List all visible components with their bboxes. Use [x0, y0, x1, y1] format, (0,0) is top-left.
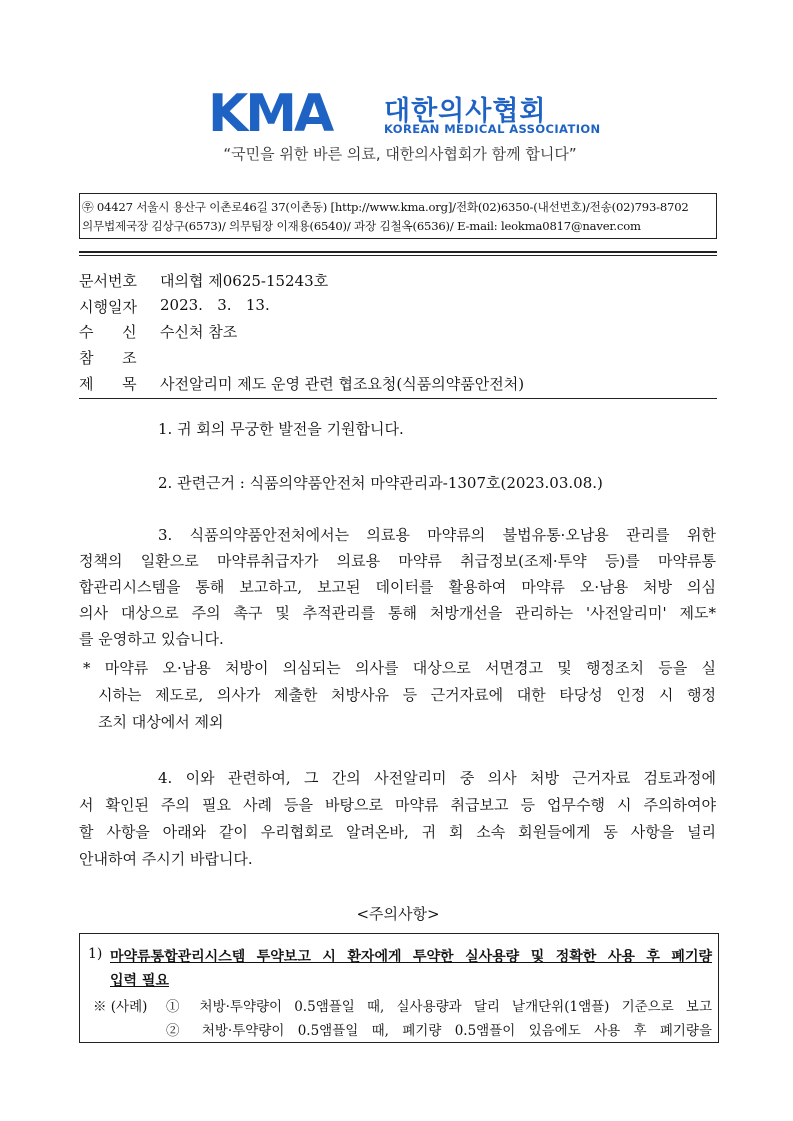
divider-header-end: [79, 398, 717, 399]
paragraph-4-line: 서 확인된 주의 필요 사례 등을 바탕으로 마약류 취급보고 등 업무수행 시 주의하여야: [79, 796, 716, 814]
paragraph-3-line: 3. 식품의약품안전처에서는 의료용 마약류의 불법유통·오남용 관리를 위한: [158, 526, 716, 544]
paragraph-3-line: 합관리시스템을 통해 보고하고, 보고된 데이터를 활용하여 마약류 오·남용 처방 의심: [79, 578, 716, 596]
notice-heading: <주의사항>: [356, 905, 440, 923]
footnote-line: 시하는 제도로, 의사가 제출한 처방사유 등 근거자료에 대한 타당성 인정 시 행정: [98, 686, 716, 704]
subject-label: 제 목: [79, 375, 137, 393]
notice-item-title-cont: 입력 필요: [110, 973, 169, 989]
paragraph-4-line: 할 사항을 아래와 같이 우리협회로 알려온바, 귀 회 소속 회원들에게 동 사항을 널리: [79, 823, 716, 841]
notice-item-title: 마약류통합관리시스템 투약보고 시 환자에게 투약한 실사용량 및 정확한 사용 후 폐기량: [110, 949, 712, 965]
org-name-korean: 대한의사협회: [384, 96, 547, 127]
paragraph-3-line: 의사 대상으로 주의 촉구 및 추적관리를 통해 처방개선을 관리하는 '사전알리미' 제도*: [79, 604, 716, 622]
divider-thin: [79, 255, 717, 256]
kma-logo: [208, 84, 608, 144]
address-line: ㉾ 04427 서울시 용산구 이촌로46길 37(이촌동) [http://www.kma.org]/전화(02)6350-(내선번호)/전송(02)793-8702: [82, 200, 689, 214]
org-name-english: KOREAN MEDICAL ASSOCIATION: [384, 122, 601, 136]
example-label: ※ (사례): [93, 999, 148, 1015]
date-label: 시행일자: [79, 298, 137, 316]
paragraph-3-line: 를 운영하고 있습니다.: [79, 630, 224, 648]
subject: 사전알리미 제도 운영 관련 협조요청(식품의약품안전처): [160, 375, 525, 393]
notice-box: [79, 933, 719, 1043]
doc-number-label: 문서번호: [79, 272, 137, 290]
notice-item-number: 1): [88, 946, 103, 962]
kma-logo-letters: KMA: [208, 84, 332, 144]
address-box: [79, 193, 717, 239]
recipient: 수신처 참조: [160, 323, 238, 341]
paragraph-4-line: 안내하여 주시기 바랍니다.: [79, 850, 253, 868]
footnote-line: * 마약류 오·남용 처방이 의심되는 의사를 대상으로 서면경고 및 행정조치 등을 실: [83, 659, 716, 677]
paragraph-4-line: 4. 이와 관련하여, 그 간의 사전알리미 중 의사 처방 근거자료 검토과정에: [158, 769, 716, 787]
example-item: ① 처방·투약량이 0.5앰플일 때, 실사용량과 달리 낱개단위(1앰플) 기준으로 보고: [166, 999, 712, 1015]
contact-line: 의무법제국장 김상구(6573)/ 의무팀장 이재용(6540)/ 과장 김철옥(6536)/ E-mail: leokma0817@naver.com: [82, 219, 641, 233]
paragraph-1: 1. 귀 회의 무궁한 발전을 기원합니다.: [158, 420, 404, 438]
slogan: “국민을 위한 바른 의료, 대한의사협회가 함께 합니다”: [223, 145, 577, 163]
paragraph-3-line: 정책의 일환으로 마약류취급자가 의료용 마약류 취급정보(조제·투약 등)를 마약류통: [79, 552, 716, 570]
reference-label: 참 조: [79, 349, 137, 367]
doc-number: 대의협 제0625-15243호: [160, 272, 329, 290]
footnote-line: 조치 대상에서 제외: [98, 713, 224, 731]
date: 2023. 3. 13.: [160, 296, 270, 314]
example-item: ② 처방·투약량이 0.5앰플일 때, 폐기량 0.5앰플이 있음에도 사용 후 폐기량을: [166, 1023, 712, 1039]
divider-thick: [79, 251, 717, 253]
recipient-label: 수 신: [79, 323, 137, 341]
paragraph-2: 2. 관련근거 : 식품의약품안전처 마약관리과-1307호(2023.03.08.): [158, 474, 603, 492]
